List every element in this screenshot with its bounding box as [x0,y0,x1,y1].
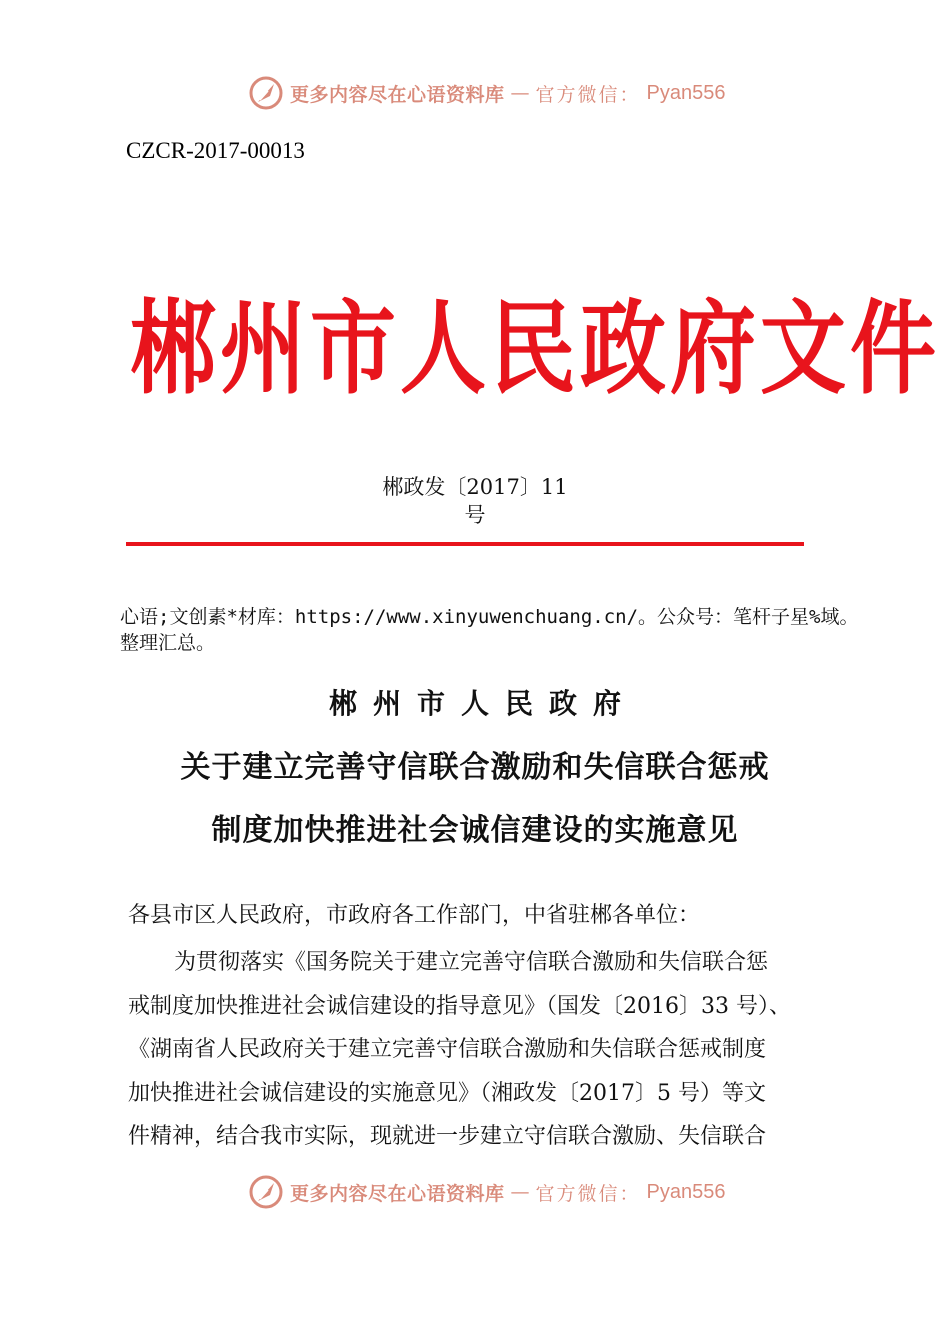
watermark-brand-text: 更多内容尽在心语资料库 [290,1182,505,1205]
watermark-wechat-label: 官方微信： [535,1182,641,1205]
document-code: CZCR-2017-00013 [126,138,305,163]
watermark-separator: — [510,1181,530,1203]
document-number-line1: 郴政发〔2017〕11 [382,475,568,499]
source-note: 心语;文创素*材库：https://www.xinyuwenchuang.cn/。公众号：笔杆子星%域。整理汇总。 [120,606,859,654]
watermark-wechat-id: Pyan556 [646,1180,726,1203]
heading-title-line1: 关于建立完善守信联合激励和失信联合惩戒 [180,750,770,785]
feather-pen-logo-icon [248,75,284,111]
document-number [370,473,580,529]
watermark-wechat-id: Pyan556 [646,81,726,104]
recipient-line: 各县市区人民政府，市政府各工作部门，中省驻郴各单位： [128,903,701,928]
red-separator-rule [126,542,804,546]
watermark-brand-text: 更多内容尽在心语资料库 [290,83,505,106]
watermark-header [248,73,726,113]
issuer-title: 郴州市人民政府文件 [130,290,940,409]
heading-organization: 郴州市人民政府 [328,687,637,720]
document-number-line2: 号 [464,503,486,527]
body-line: 加快推进社会诚信建设的实施意见》（湘政发〔2017〕5 号）等文 [128,1080,766,1106]
feather-pen-logo-icon [248,1174,284,1210]
heading-title-line2: 制度加快推进社会诚信建设的实施意见 [211,813,739,848]
watermark-separator: — [510,82,530,104]
body-line: 件精神，结合我市实际，现就进一步建立守信联合激励、失信联合 [128,1124,767,1150]
watermark-footer [248,1172,726,1212]
body-paragraph [128,941,838,1159]
body-line: 《湖南省人民政府关于建立完善守信联合激励和失信联合惩戒制度 [128,1037,767,1063]
body-line: 为贯彻落实《国务院关于建立完善守信联合激励和失信联合惩 [174,950,769,975]
watermark-wechat-label: 官方微信： [535,83,641,106]
body-line: 戒制度加快推进社会诚信建设的指导意见》（国发〔2016〕33 号）、 [128,993,791,1019]
